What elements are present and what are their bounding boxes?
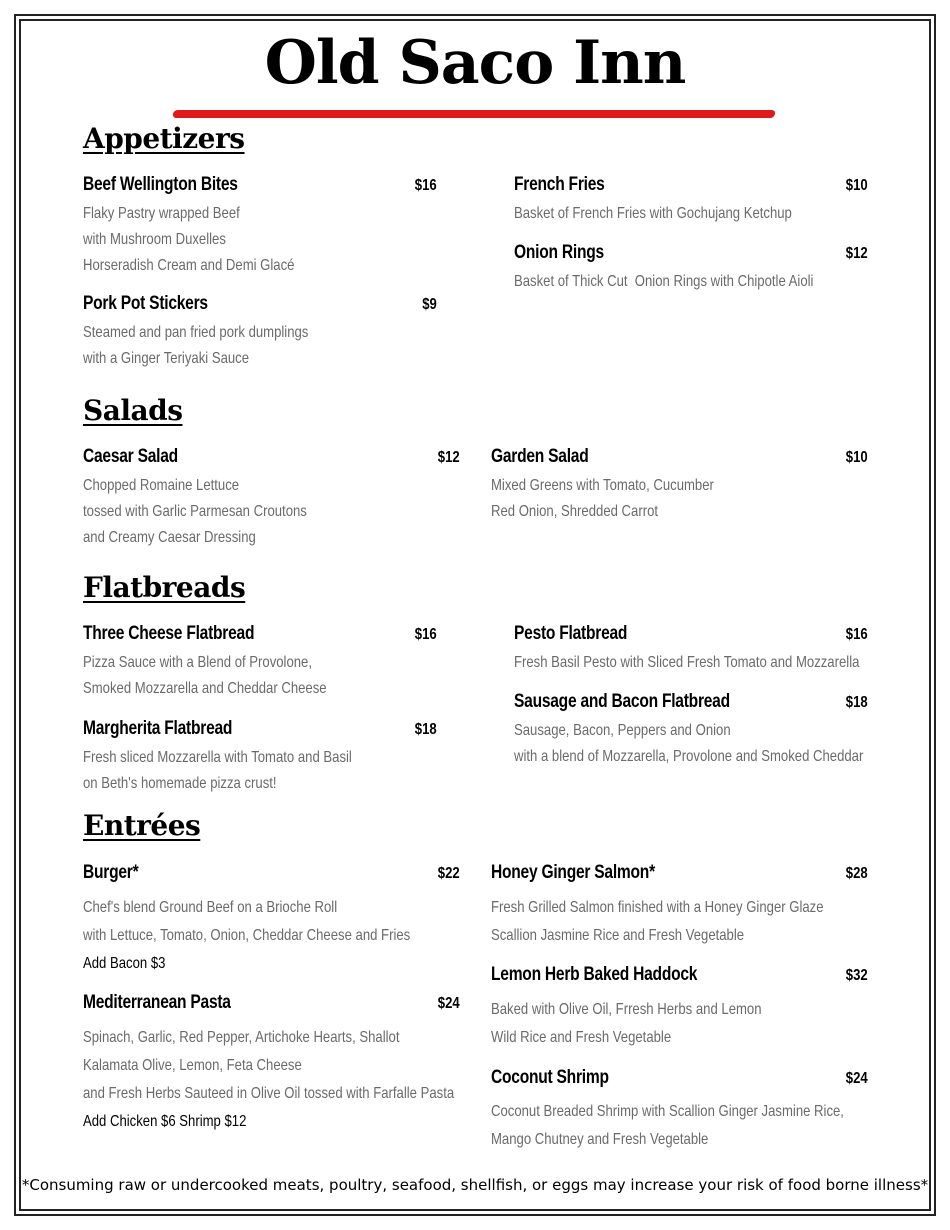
item-price: $18 xyxy=(415,721,437,738)
item-addon: Add Chicken $6 Shrimp $12 xyxy=(83,1113,247,1130)
item-description xyxy=(83,650,380,702)
description-line: Steamed and pan fried pork dumplings xyxy=(83,324,309,341)
description-line: tossed with Garlic Parmesan Croutons xyxy=(83,503,307,520)
menu-item-lemon-herb-baked-haddock xyxy=(491,964,742,986)
menu-item-margherita-flatbread xyxy=(83,718,265,740)
item-price: $12 xyxy=(438,449,460,466)
description-line: Basket of French Fries with Gochujang Ketchup xyxy=(514,205,792,222)
item-description xyxy=(83,745,411,797)
item-description xyxy=(514,718,940,770)
section-title-flatbreads: Flatbreads xyxy=(83,571,246,604)
description-line: on Beth's homemade pizza crust! xyxy=(83,775,277,792)
item-name: Coconut Shrimp xyxy=(491,1067,609,1088)
item-addon: Add Bacon $3 xyxy=(83,955,166,972)
item-description xyxy=(83,894,482,978)
section-title-salads: Salads xyxy=(83,394,183,427)
menu-item-beef-wellington-bites xyxy=(83,174,272,196)
title-underline-brushstroke xyxy=(172,110,775,118)
item-price: $24 xyxy=(438,995,460,1012)
menu-item-mediterranean-pasta xyxy=(83,992,263,1014)
item-name: Garden Salad xyxy=(491,446,589,467)
item-description xyxy=(491,894,897,950)
item-name: French Fries xyxy=(514,174,605,195)
item-name: Pesto Flatbread xyxy=(514,623,628,644)
restaurant-title: Old Saco Inn xyxy=(264,28,686,98)
item-name: Onion Rings xyxy=(514,242,604,263)
description-line: Coconut Breaded Shrimp with Scallion Ginger Jasmine Rice, xyxy=(491,1103,844,1120)
description-line: Basket of Thick Cut Onion Rings with Chipotle Aioli xyxy=(514,273,814,290)
menu-item-coconut-shrimp xyxy=(491,1067,635,1089)
section-title-entrees: Entrées xyxy=(83,809,201,842)
item-description xyxy=(83,1024,536,1136)
description-line: with Lettuce, Tomato, Onion, Cheddar Cheese and Fries xyxy=(83,927,411,944)
item-description xyxy=(491,996,821,1052)
description-line: with a blend of Mozzarella, Provolone and Smoked Cheddar xyxy=(514,748,864,765)
item-name: Burger* xyxy=(83,862,139,883)
description-line: with a Ginger Teriyaki Sauce xyxy=(83,350,250,367)
item-name: Three Cheese Flatbread xyxy=(83,623,255,644)
item-price: $28 xyxy=(846,865,868,882)
item-description xyxy=(83,473,356,551)
item-name: Mediterranean Pasta xyxy=(83,992,231,1013)
description-line: Mango Chutney and Fresh Vegetable xyxy=(491,1131,709,1148)
item-description xyxy=(514,201,853,227)
item-price: $16 xyxy=(415,626,437,643)
description-line: Spinach, Garlic, Red Pepper, Artichoke Hearts, Shallot xyxy=(83,1029,400,1046)
menu-item-french-fries xyxy=(514,174,624,196)
description-line: Fresh Grilled Salmon finished with a Honey Ginger Glaze xyxy=(491,899,824,916)
menu-item-sausage-and-bacon-flatbread xyxy=(514,691,777,713)
menu-item-onion-rings xyxy=(514,242,624,264)
description-line: Wild Rice and Fresh Vegetable xyxy=(491,1029,672,1046)
description-line: with Mushroom Duxelles xyxy=(83,231,226,248)
item-price: $16 xyxy=(846,626,868,643)
item-name: Caesar Salad xyxy=(83,446,178,467)
item-name: Pork Pot Stickers xyxy=(83,293,208,314)
section-title-appetizers: Appetizers xyxy=(83,122,245,155)
description-line: Sausage, Bacon, Peppers and Onion xyxy=(514,722,731,739)
item-name: Margherita Flatbread xyxy=(83,718,233,739)
description-line: Horseradish Cream and Demi Glacé xyxy=(83,257,295,274)
description-line: Smoked Mozzarella and Cheddar Cheese xyxy=(83,680,327,697)
item-description xyxy=(491,473,763,525)
description-line: Fresh sliced Mozzarella with Tomato and Basil xyxy=(83,749,352,766)
item-description xyxy=(514,650,935,676)
description-line: Flaky Pastry wrapped Beef xyxy=(83,205,240,222)
description-line: Chopped Romaine Lettuce xyxy=(83,477,240,494)
item-price: $12 xyxy=(846,245,868,262)
menu-item-garden-salad xyxy=(491,446,610,468)
item-description xyxy=(491,1098,921,1154)
menu-item-burger xyxy=(83,862,151,884)
item-price: $16 xyxy=(415,177,437,194)
item-name: Honey Ginger Salmon* xyxy=(491,862,655,883)
description-line: Baked with Olive Oil, Frresh Herbs and Lemon xyxy=(491,1001,762,1018)
description-line: Red Onion, Shredded Carrot xyxy=(491,503,659,520)
food-safety-disclaimer: *Consuming raw or undercooked meats, poultry, seafood, shellfish, or eggs may increase your risk of food borne illness* xyxy=(21,1176,929,1194)
item-price: $32 xyxy=(846,967,868,984)
item-price: $18 xyxy=(846,694,868,711)
description-line: Kalamata Olive, Lemon, Feta Cheese xyxy=(83,1057,302,1074)
description-line: Mixed Greens with Tomato, Cucumber xyxy=(491,477,714,494)
menu-item-caesar-salad xyxy=(83,446,199,468)
item-description xyxy=(514,269,879,295)
description-line: Fresh Basil Pesto with Sliced Fresh Tomato and Mozzarella xyxy=(514,654,860,671)
item-name: Sausage and Bacon Flatbread xyxy=(514,691,730,712)
item-description xyxy=(83,320,358,372)
description-line: Scallion Jasmine Rice and Fresh Vegetable xyxy=(491,927,745,944)
item-price: $22 xyxy=(438,865,460,882)
item-description xyxy=(83,201,341,279)
description-line: Pizza Sauce with a Blend of Provolone, xyxy=(83,654,313,671)
menu-item-three-cheese-flatbread xyxy=(83,623,292,645)
description-line: Chef's blend Ground Beef on a Brioche Roll xyxy=(83,899,338,916)
description-line: and Fresh Herbs Sauteed in Olive Oil tossed with Farfalle Pasta xyxy=(83,1085,455,1102)
item-name: Beef Wellington Bites xyxy=(83,174,238,195)
item-price: $10 xyxy=(846,177,868,194)
item-price: $9 xyxy=(422,296,437,313)
description-line: and Creamy Caesar Dressing xyxy=(83,529,256,546)
item-price: $24 xyxy=(846,1070,868,1087)
menu-item-pork-pot-stickers xyxy=(83,293,235,315)
item-price: $10 xyxy=(846,449,868,466)
item-name: Lemon Herb Baked Haddock xyxy=(491,964,698,985)
menu-item-pesto-flatbread xyxy=(514,623,652,645)
menu-item-honey-ginger-salmon xyxy=(491,862,691,884)
